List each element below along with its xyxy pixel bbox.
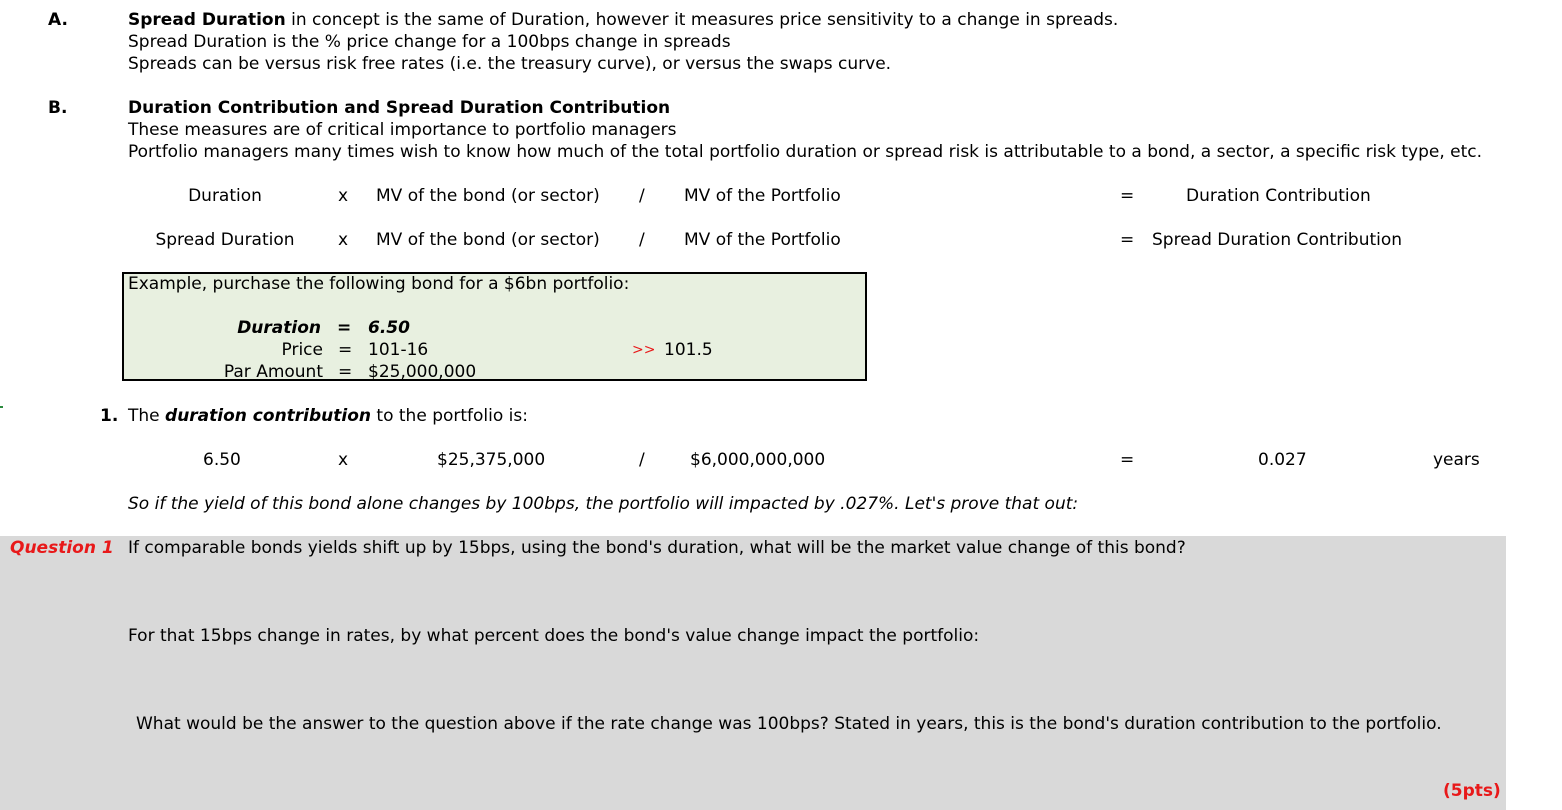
section-a-label: A. (48, 10, 68, 30)
section-a-line2: Spread Duration is the % price change for a 100bps change in spreads (128, 32, 731, 52)
section-a-line1 (128, 9, 1118, 31)
item1-text-after: to the portfolio is: (371, 406, 528, 426)
duration-equals: = (337, 318, 352, 338)
example-title: Example, purchase the following bond for a $6bn portfolio: (128, 274, 630, 294)
calc-unit: years (1433, 450, 1480, 470)
row-marker (0, 406, 3, 408)
formula1-mv-portfolio: MV of the Portfolio (684, 186, 841, 206)
formula1-mv-bond: MV of the bond (or sector) (376, 186, 600, 206)
duration-value: 6.50 (368, 318, 410, 338)
question-answer-area[interactable] (0, 536, 1506, 810)
section-a-line3: Spreads can be versus risk free rates (i.e. the treasury curve), or versus the swaps curve. (128, 54, 892, 74)
par-amount-value: $25,000,000 (368, 362, 477, 382)
item1-text (128, 405, 528, 427)
formula1-equals: = (1120, 186, 1135, 206)
price-decimal: 101.5 (664, 340, 713, 360)
spread-duration-term: Spread Duration (128, 10, 286, 30)
section-a-line1-rest: in concept is the same of Duration, however it measures price sensitivity to a change in spreads. (285, 10, 1119, 30)
par-amount-label: Par Amount (223, 362, 323, 382)
calc-result: 0.027 (1258, 450, 1307, 470)
price-label: Price (281, 340, 323, 360)
formula2-result: Spread Duration Contribution (1152, 230, 1403, 250)
item1-text-before: The (128, 406, 166, 426)
section-b-title: Duration Contribution and Spread Duration Contribution (128, 98, 671, 118)
price-arrow: >> (632, 342, 656, 358)
calc-times: x (338, 450, 349, 470)
proof-note: So if the yield of this bond alone changes by 100bps, the portfolio will impacted by .027%. Let's prove that out: (128, 494, 1079, 514)
section-b-line2: Portfolio managers many times wish to know how much of the total portfolio duration or spread risk is attributable to a bond, a sector, a specific risk type, etc. (128, 142, 1483, 162)
formula1-times: x (338, 186, 349, 206)
item1-number: 1. (100, 406, 119, 426)
section-b-label: B. (48, 98, 68, 118)
formula2-divide: / (639, 230, 645, 250)
calc-duration: 6.50 (203, 450, 241, 470)
question-2-text: For that 15bps change in rates, by what percent does the bond's value change impact the portfolio: (128, 626, 980, 646)
question-label: Question 1 (10, 538, 114, 558)
price-equals: = (338, 340, 353, 360)
par-amount-equals: = (338, 362, 353, 382)
formula1-divide: / (639, 186, 645, 206)
formula1-measure: Duration (188, 186, 262, 206)
calc-market-value: $25,375,000 (437, 450, 546, 470)
item1-emphasis: duration contribution (165, 406, 372, 426)
points-badge: (5pts) (1443, 781, 1501, 801)
formula2-mv-bond: MV of the bond (or sector) (376, 230, 600, 250)
calc-equals: = (1120, 450, 1135, 470)
formula2-equals: = (1120, 230, 1135, 250)
question-3-text: What would be the answer to the question above if the rate change was 100bps? Stated in years, this is the bond's duration contribution to the portfolio. (136, 714, 1442, 734)
price-value: 101-16 (368, 340, 429, 360)
section-b-line1: These measures are of critical importance to portfolio managers (128, 120, 677, 140)
formula2-times: x (338, 230, 349, 250)
duration-label: Duration (237, 318, 321, 338)
formula1-result: Duration Contribution (1186, 186, 1371, 206)
formula2-mv-portfolio: MV of the Portfolio (684, 230, 841, 250)
formula2-measure: Spread Duration (155, 230, 295, 250)
calc-divide: / (639, 450, 645, 470)
calc-portfolio-value: $6,000,000,000 (690, 450, 826, 470)
question-1-text: If comparable bonds yields shift up by 15bps, using the bond's duration, what will be the market value change of this bond? (128, 538, 1186, 558)
